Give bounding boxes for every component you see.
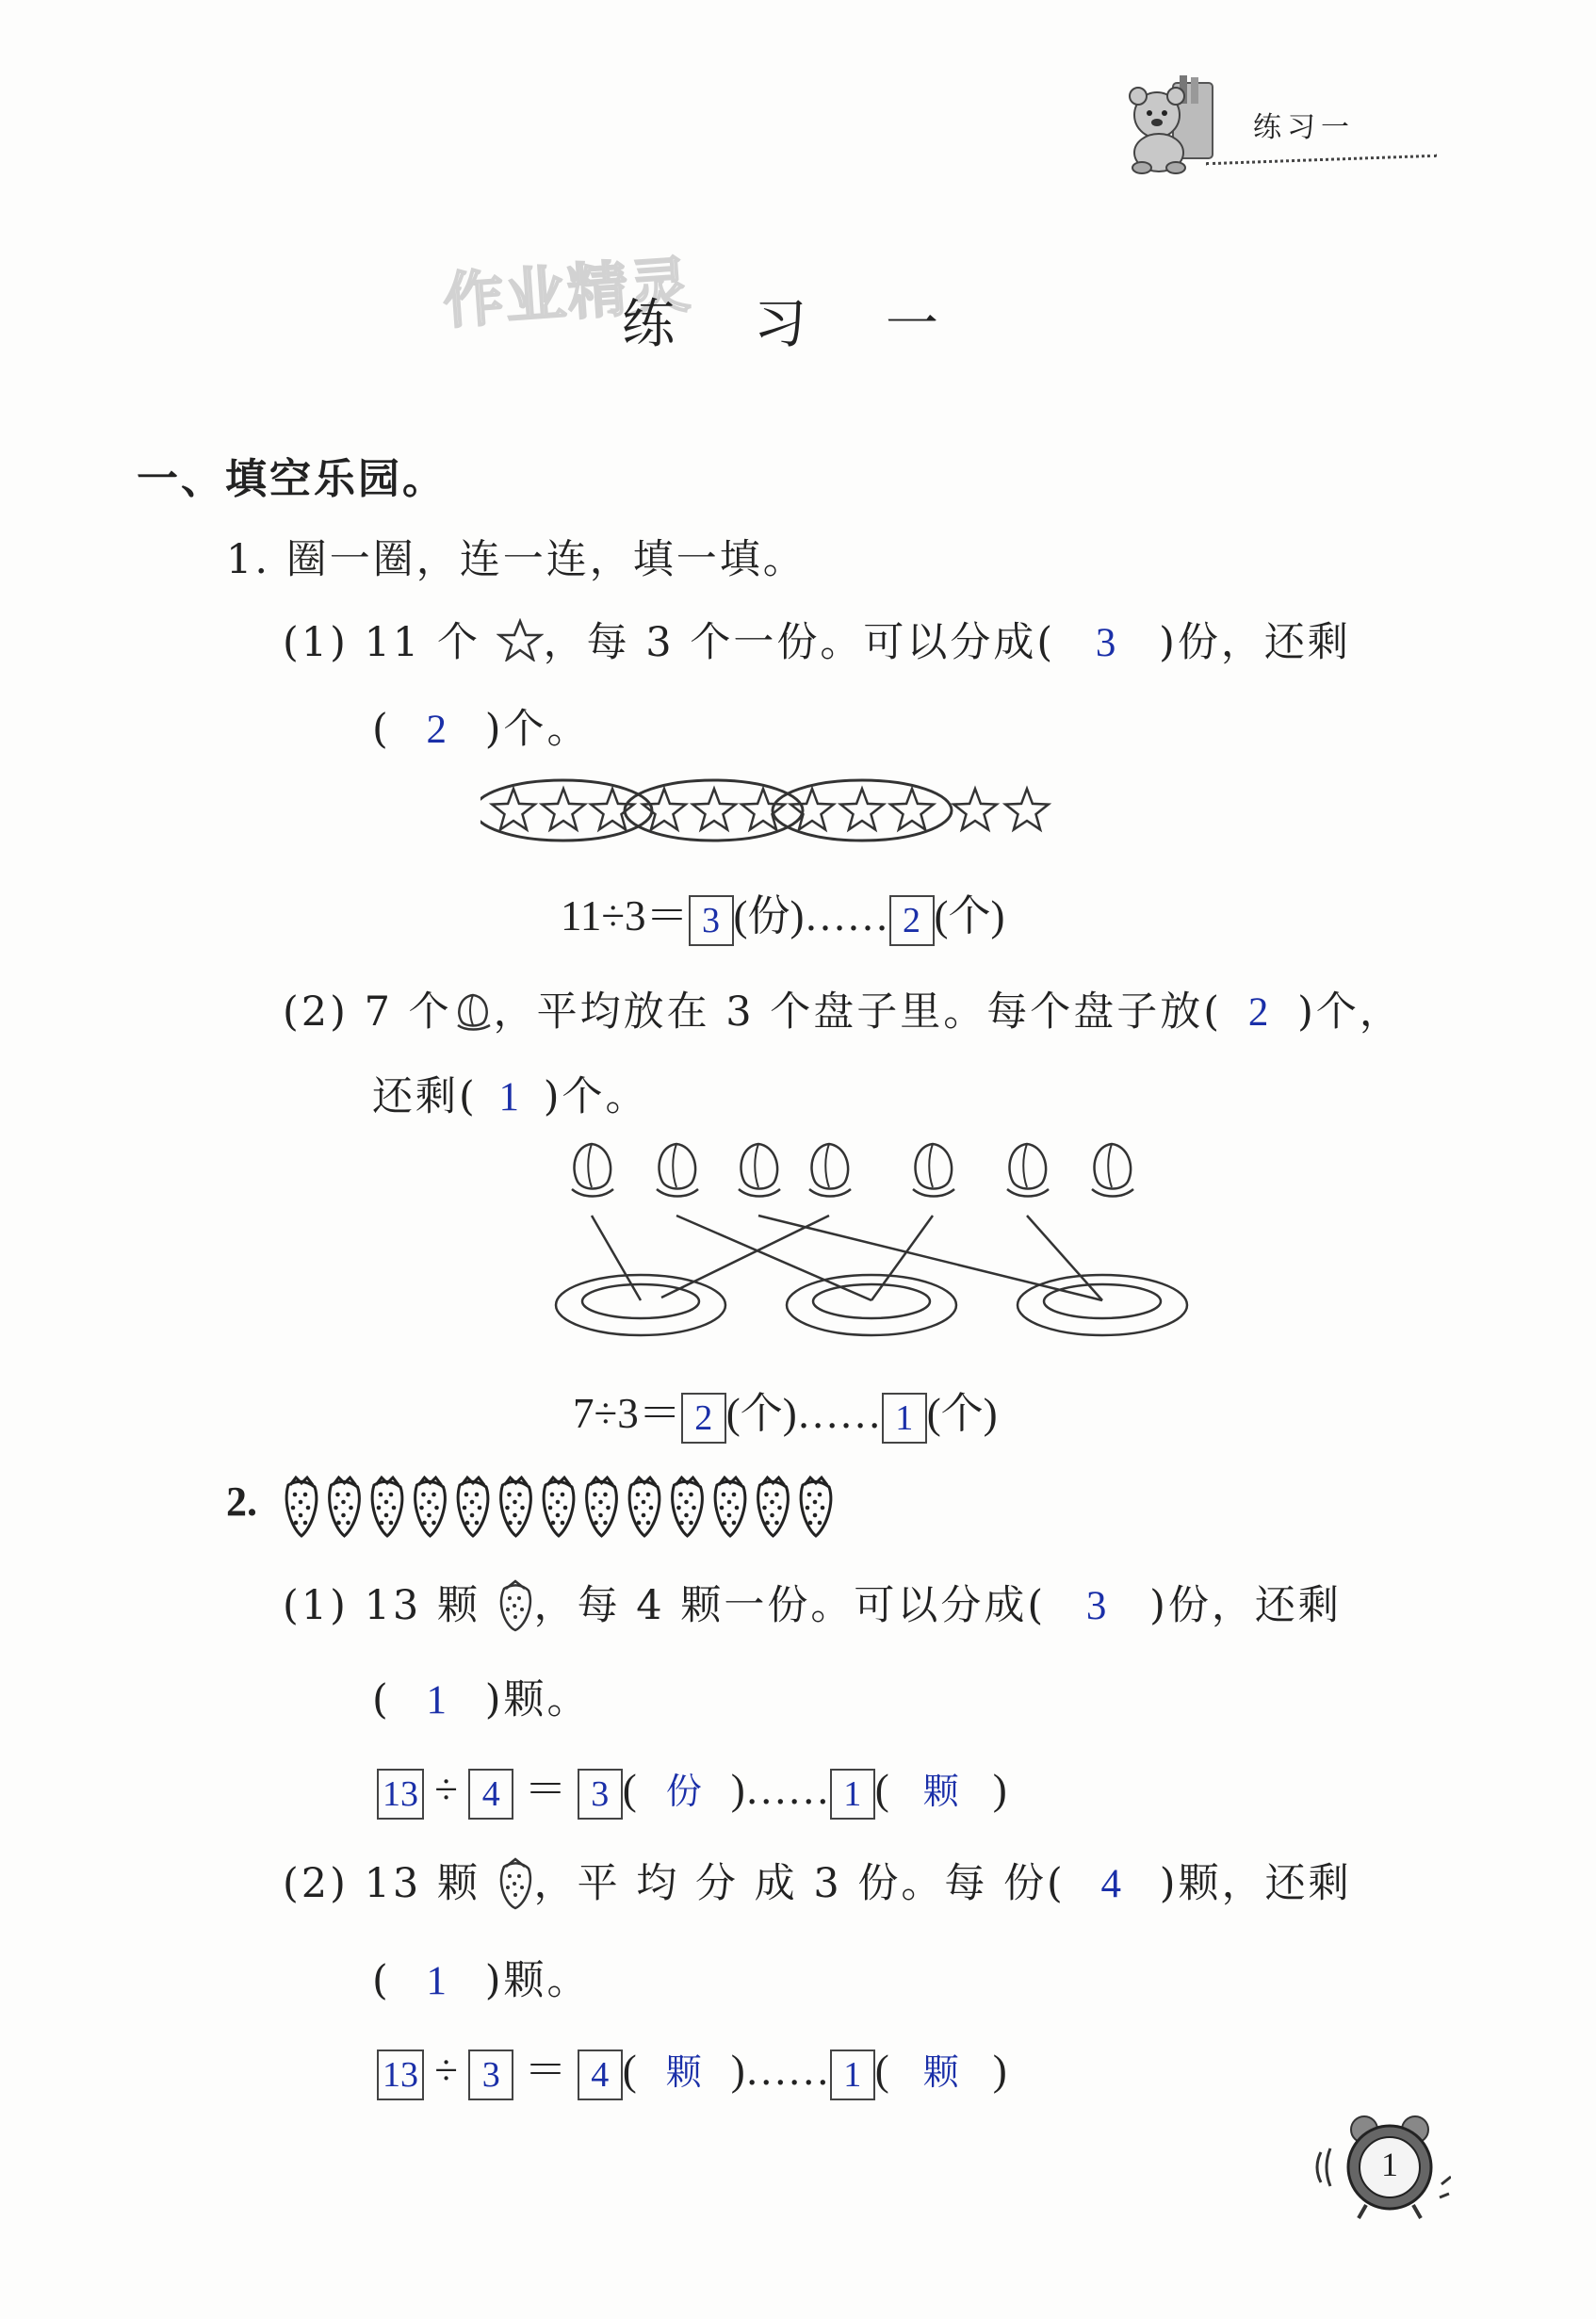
- strawberry: [629, 1478, 660, 1536]
- q2-p1-equation: [377, 1755, 1007, 1820]
- q2-p1-box-d: 1: [830, 1769, 875, 1820]
- strawberries-row: [273, 1470, 848, 1545]
- header-tab: 练习一: [1253, 111, 1355, 144]
- q2-p1-paren-open1: (: [622, 1766, 637, 1813]
- q2-p2-answer-left: 1: [426, 1959, 450, 2003]
- strawberry-icon: [497, 1579, 534, 1632]
- q2-p2-paren-open1: (: [622, 2047, 637, 2094]
- q1-p1-eq-c: (个): [934, 892, 1005, 939]
- q1-p1-text-c: )份，还剩: [1159, 619, 1351, 666]
- q1-p2-line1: [283, 980, 1403, 1037]
- q1-p2-eq-a: 7÷3＝: [573, 1390, 681, 1437]
- page-title: 练 习 一: [622, 294, 952, 355]
- q2-number: 2.: [226, 1478, 257, 1525]
- plate-1-inner: [582, 1284, 699, 1318]
- q1-p2-text-c: )个，: [1297, 988, 1403, 1036]
- q2-p2-paren-close2: ): [992, 2047, 1007, 2094]
- peach: [913, 1144, 954, 1197]
- q1-p1-line2: [372, 697, 591, 755]
- strawberry: [501, 1478, 531, 1536]
- q1-p2-eq-b: (个)……: [725, 1390, 882, 1437]
- star: [1005, 789, 1049, 829]
- peach: [809, 1144, 851, 1197]
- q1-p1-text-a: (1) 11 个: [283, 619, 497, 666]
- q2-p2-text-a: (2) 13 颗: [283, 1860, 497, 1907]
- bear-icon: [1121, 75, 1225, 174]
- q2-p1-line2: [372, 1668, 591, 1725]
- q1-p2-line2: [372, 1065, 649, 1122]
- star: [692, 789, 736, 829]
- q2-p2-line2: [372, 1949, 591, 2006]
- star: [890, 789, 934, 829]
- strawberry: [801, 1478, 831, 1536]
- connection-line: [661, 1216, 829, 1298]
- q2-p1-op2: ＝: [524, 1766, 567, 1813]
- q1-p2-answer-left: 1: [498, 1075, 523, 1119]
- q2-p2-answer-each: 4: [1100, 1862, 1125, 1906]
- star: [591, 789, 634, 829]
- strawberry: [286, 1478, 317, 1536]
- q1-p2-text-d: 还剩(: [372, 1073, 478, 1120]
- stars-figure: [480, 768, 1272, 853]
- page-number-badge: [1310, 2111, 1451, 2224]
- q1-p2-text-b: ，平均放在 3 个盘子里。每个盘子放(: [493, 988, 1223, 1036]
- plates: [556, 1275, 1187, 1335]
- q1-p1-answer-left: 2: [426, 708, 450, 752]
- q2-p2-box-c: 4: [578, 2050, 623, 2100]
- q2-p2-paren-open: (: [372, 1957, 391, 2004]
- header-dotted-line: [1206, 155, 1437, 166]
- q1-p2-text-e: )个。: [543, 1073, 649, 1120]
- q2-p1-answer-left: 1: [426, 1678, 450, 1723]
- q1-p1-paren-open: (: [372, 706, 391, 753]
- q2-p1-unit1: 份: [665, 1772, 702, 1812]
- q2-p2-box-b: 3: [468, 2050, 513, 2100]
- star: [790, 789, 834, 829]
- q1-p1-line1: [283, 611, 1351, 668]
- strawberry-icon: [497, 1857, 534, 1910]
- strawberry: [715, 1478, 745, 1536]
- q2-p1-paren-open2: (: [874, 1766, 889, 1813]
- strawberry: [458, 1478, 488, 1536]
- q2-p1-paren-close2: ): [992, 1766, 1007, 1813]
- q1-p1-text-d: )个。: [484, 706, 591, 753]
- q2-p1-box-b: 4: [468, 1769, 513, 1820]
- q2-p2-unit2: 颗: [922, 2053, 959, 2093]
- q2-p1-unit2: 颗: [922, 1772, 959, 1812]
- q1-title: 1. 圈一圈，连一连，填一填。: [226, 536, 806, 583]
- star: [492, 789, 535, 829]
- q2-p2-op2: ＝: [524, 2047, 567, 2094]
- q1-p2-eq-box1: 2: [681, 1393, 726, 1444]
- q2-p1-paren-open: (: [372, 1676, 391, 1723]
- q2-p2-text-c: )颗，还剩: [1159, 1860, 1352, 1907]
- star: [953, 789, 997, 829]
- strawberry: [673, 1478, 703, 1536]
- q2-p1-answer-parts: 3: [1085, 1584, 1110, 1628]
- q1-p1-equation: [561, 881, 1005, 946]
- q2-p1-text-b: ，每 4 颗一份。可以分成(: [533, 1582, 1047, 1629]
- q2-p1-text-c: )份，还剩: [1149, 1582, 1342, 1629]
- q2-p1-text-d: )颗。: [484, 1676, 591, 1723]
- q2-p2-text-d: )颗。: [484, 1957, 591, 2004]
- connection-line: [758, 1216, 1102, 1300]
- page-number: 1: [1381, 2146, 1398, 2183]
- q2-p2-paren-open2: (: [874, 2047, 889, 2094]
- connection-line: [676, 1216, 871, 1300]
- peaches-plates-figure: [546, 1135, 1206, 1362]
- q1-p2-equation: [573, 1379, 998, 1444]
- strawberry: [758, 1478, 789, 1536]
- q2-p2-box-a: 13: [377, 2050, 424, 2100]
- strawberry: [415, 1478, 446, 1536]
- peach-icon: [452, 989, 494, 1033]
- peach: [657, 1144, 698, 1197]
- q1-p1-answer-parts: 3: [1095, 621, 1119, 665]
- strawberry: [372, 1478, 402, 1536]
- q2-p1-line1: [283, 1574, 1342, 1632]
- peach: [572, 1144, 613, 1197]
- section-heading: 一、填空乐园。: [137, 455, 447, 503]
- q1-p2-text-a: (2) 7 个: [283, 988, 452, 1036]
- q1-p1-eq-a: 11÷3＝: [561, 892, 689, 939]
- star-icon: [497, 618, 544, 661]
- q2-p1-box-a: 13: [377, 1769, 424, 1820]
- q1-p1-eq-b: (份)……: [733, 892, 889, 939]
- star: [643, 789, 686, 829]
- q1-p2-eq-c: (个): [926, 1390, 998, 1437]
- q1-p1-eq-box1: 3: [689, 895, 734, 946]
- watermark: 作业精灵: [441, 250, 694, 338]
- q2-p2-op1: ÷: [434, 2047, 458, 2094]
- q2-p2-text-b: ，平 均 分 成 3 份。每 份(: [533, 1860, 1066, 1907]
- q2-p1-op1: ÷: [434, 1766, 458, 1813]
- q2-p2-unit1: 颗: [665, 2053, 702, 2093]
- star: [840, 789, 884, 829]
- star: [542, 789, 585, 829]
- q2-p1-text-a: (1) 13 颗: [283, 1582, 497, 1629]
- peach: [1007, 1144, 1049, 1197]
- q1-p2-eq-box2: 1: [882, 1393, 927, 1444]
- plate-2-inner: [813, 1284, 930, 1318]
- star: [741, 789, 785, 829]
- strawberry: [587, 1478, 617, 1536]
- q2-p2-equation: [377, 2035, 1007, 2100]
- q2-p1-paren-close1: )……: [730, 1766, 830, 1813]
- connection-line: [592, 1216, 641, 1300]
- peach: [1092, 1144, 1133, 1197]
- strawberry: [544, 1478, 574, 1536]
- q1-p1-eq-box2: 2: [889, 895, 935, 946]
- peach: [739, 1144, 780, 1197]
- connection-lines: [592, 1216, 1102, 1300]
- header: [1112, 75, 1451, 179]
- strawberry: [330, 1478, 360, 1536]
- q2-p2-paren-close1: )……: [730, 2047, 830, 2094]
- q2-p2-box-d: 1: [830, 2050, 875, 2100]
- q2-p2-line1: [283, 1852, 1352, 1910]
- q1-p1-text-b: ，每 3 个一份。可以分成(: [543, 619, 1056, 666]
- q2-p1-box-c: 3: [578, 1769, 623, 1820]
- q1-p2-answer-each: 2: [1247, 990, 1272, 1035]
